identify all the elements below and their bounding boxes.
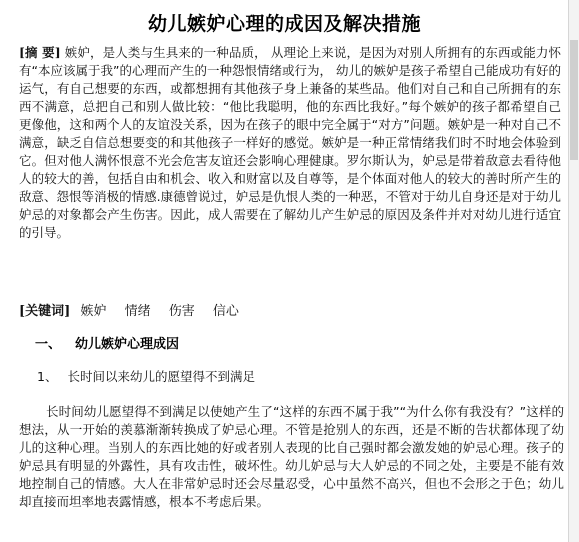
section-number: 一、 xyxy=(35,337,62,352)
keywords-line xyxy=(19,300,253,319)
keyword: 伤害 xyxy=(168,304,195,319)
keyword: 情绪 xyxy=(124,304,151,319)
section-heading xyxy=(35,333,179,352)
section-title: 幼儿嫉妒心理成因 xyxy=(75,337,180,352)
subsection-title: 长时间以来幼儿的愿望得不到满足 xyxy=(67,369,255,384)
keyword: 嫉妒 xyxy=(80,304,107,319)
keywords-tag: [关键词] xyxy=(19,304,71,319)
subsection-heading xyxy=(37,367,255,385)
abstract-text: 嫉妒，是人类与生具来的一种品质， 从理论上来说，是因为对别人所拥有的东西或能力怀有“本应该属于我”的心理而产生的一种怨恨情绪或行为， 幼儿的嫉妒是孩子希望自己能成功有好的运气，有自己想要的东西，或都想拥有其他孩子身上兼备的某些品。他们对自己和自己所拥有的东西不满意，总把自己和别人做比较：“他比我聪明，他的东西比我好。”每个嫉妒的孩子都希望自己更像他，这和两个人的友谊没关系，因为在孩子的眼中完全属于“对方”问题。嫉妒是一种对自己不满意，缺乏自信总想要变的和其他孩子一样好的感觉。嫉妒是一种正常情绪我们时不时地会体验到它。但对他人满怀恨意不光会危害友谊还会影响心理健康。罗尔斯认为，妒忌是带着敌意去看待他人的较大的善，包括自由和机会、收入和财富以及自尊等，是个体面对他人的较大的善时所产生的敌意、怨恨等消极的情感.康德曾说过，妒忌是仇恨人类的一种恶，不管对于幼儿自身还是对于幼儿妒忌的对象都会产生伤害。因此，成人需要在了解幼儿产生妒忌的原因及条件并对对幼儿进行适宜的引导。 xyxy=(19,45,561,240)
scrollbar-thumb[interactable] xyxy=(570,40,578,160)
vertical-scrollbar[interactable] xyxy=(568,0,579,542)
abstract-tag: [摘 要] xyxy=(19,45,61,60)
body-paragraph: 长时间幼儿愿望得不到满足以使她产生了“这样的东西不属于我”“为什么你有我没有？”这样的想法，从一开始的羡慕渐渐转换成了妒忌心理。不管是抢别人的东西，还是不断的告状都体现了幼儿的这种心理。当别人的东西比她的好或者别人表现的比自己强时都会激发她的妒忌心理。孩子的妒忌具有明显的外露性，具有攻击性，破坏性。幼儿妒忌与大人妒忌的不同之处，主要是不能有效地控制自己的情感。大人在非常妒忌时还会尽量忍受，心中虽然不高兴，但也不会形之于色；幼儿却直接而坦率地表露情感，根本不考虑后果。 xyxy=(19,404,564,509)
abstract-paragraph xyxy=(19,44,561,242)
document-title: 幼儿嫉妒心理的成因及解决措施 xyxy=(147,13,421,35)
keyword: 信心 xyxy=(212,304,239,319)
subsection-number: 1、 xyxy=(37,369,58,384)
